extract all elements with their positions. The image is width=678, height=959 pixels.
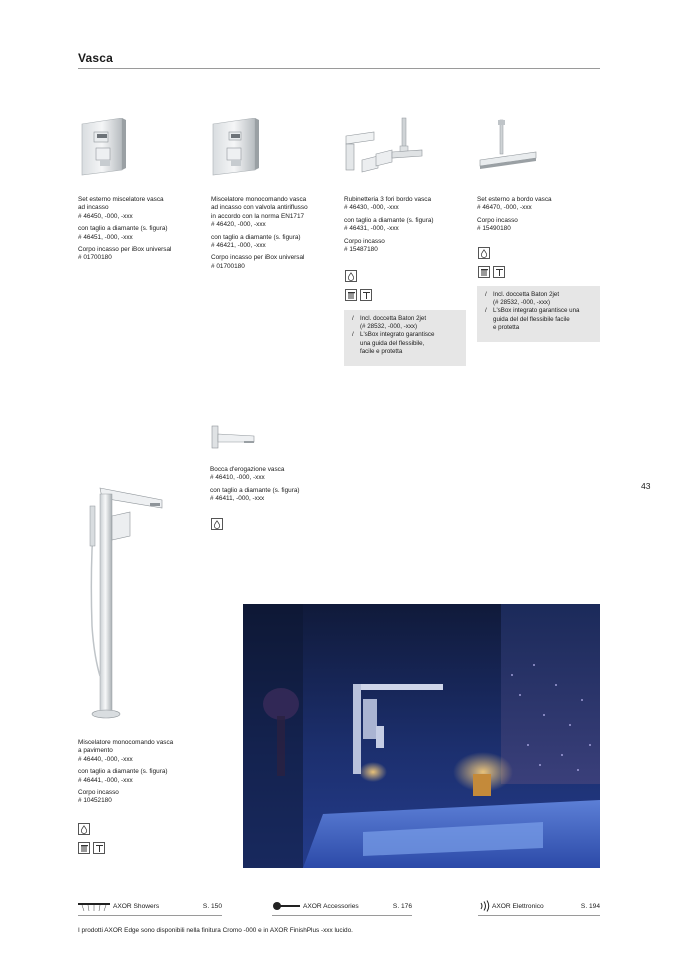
body-code: # 01700180 xyxy=(211,262,245,270)
note-text: L'sBox integrato garantisce una xyxy=(493,307,580,315)
variant-code: # 46441, -000, -xxx xyxy=(78,776,133,784)
footer-link-page: S. 176 xyxy=(392,902,412,910)
icon-row xyxy=(78,842,105,854)
bullet-slash: / xyxy=(485,307,487,315)
product-card-rim-mounted-set xyxy=(477,196,599,238)
body-label: Corpo incasso xyxy=(477,216,518,224)
note-text: guida del del flessibile facile xyxy=(493,315,570,323)
product-note xyxy=(477,286,600,342)
footer-link-showers[interactable] xyxy=(78,900,222,912)
spout-icon xyxy=(93,842,105,854)
product-name: Bocca d'erogazione vasca xyxy=(210,466,285,473)
variant-label: con taglio a diamante (s. figura) xyxy=(78,225,168,233)
footer-link-label: AXOR Showers xyxy=(113,902,160,910)
icon-row xyxy=(345,270,357,282)
page-title: Vasca xyxy=(78,51,114,65)
product-image-rim-mounted-set xyxy=(478,118,538,170)
spout-icon xyxy=(493,266,505,278)
icon-row xyxy=(78,823,90,835)
note-text: L'sBox integrato garantisce xyxy=(360,331,435,339)
product-card-freestanding-bath-mixer xyxy=(78,739,200,810)
footer-divider xyxy=(78,915,222,916)
note-text: Incl. doccetta Baton 2jet xyxy=(493,291,560,298)
product-image-concealed-mixer-antibackflow xyxy=(211,118,261,176)
spout-icon xyxy=(360,289,372,301)
product-image-bath-spout xyxy=(210,424,258,450)
product-name: ad incasso con valvola antiriflusso xyxy=(211,204,308,212)
product-image-freestanding-bath-mixer xyxy=(84,486,166,722)
variant-label: con taglio a diamante (s. figura) xyxy=(344,216,434,224)
bullet-slash: / xyxy=(352,315,354,322)
variant-label: con taglio a diamante (s. figura) xyxy=(210,486,300,494)
product-image-concealed-bath-mixer xyxy=(80,118,128,176)
thermostat-icon xyxy=(78,842,90,854)
thermostat-icon xyxy=(478,266,490,278)
footer-link-page: S. 194 xyxy=(580,902,600,910)
body-code: # 15490180 xyxy=(477,225,511,233)
water-drop-icon xyxy=(478,247,490,259)
note-text: una guida del flessibile, xyxy=(360,339,425,347)
variant-code: # 46451, -000, -xxx xyxy=(78,233,133,241)
bathroom-photo xyxy=(243,604,600,868)
footer-link-electronic[interactable] xyxy=(478,900,600,912)
body-label: Corpo incasso per iBox universal xyxy=(78,246,172,254)
variant-code: # 46421, -000, -xxx xyxy=(211,242,266,250)
product-card-3-hole-rim-mixer xyxy=(344,196,466,258)
icon-row xyxy=(478,247,490,259)
electronic-logo-icon xyxy=(478,900,490,912)
footer-link-label: AXOR Elettronico xyxy=(492,902,544,910)
product-code: # 46450, -000, -xxx xyxy=(78,212,133,220)
product-name: ad incasso xyxy=(78,204,109,212)
bullet-slash: / xyxy=(352,331,354,339)
product-code: # 46410, -000, -xxx xyxy=(210,474,265,482)
icon-row xyxy=(345,289,372,301)
icon-row xyxy=(211,518,223,530)
product-code: # 46430, -000, -xxx xyxy=(344,204,399,212)
product-name: Set esterno miscelatore vasca xyxy=(78,196,164,203)
showers-logo-icon xyxy=(78,901,110,912)
variant-code: # 46411, -000, -xxx xyxy=(210,495,265,503)
variant-label: con taglio a diamante (s. figura) xyxy=(211,233,301,241)
bullet-slash: / xyxy=(485,291,487,298)
body-label: Corpo incasso xyxy=(78,789,119,797)
thermostat-icon xyxy=(345,289,357,301)
product-name: Miscelatore monocomando vasca xyxy=(78,739,174,746)
note-text: (# 28532, -000, -xxx) xyxy=(360,323,418,331)
body-code: # 15487180 xyxy=(344,246,378,254)
product-name: Set esterno a bordo vasca xyxy=(477,196,552,203)
product-image-3-hole-rim-mixer xyxy=(344,116,424,178)
water-drop-icon xyxy=(78,823,90,835)
finish-disclaimer: I prodotti AXOR Edge sono disponibili nella finitura Cromo -000 e in AXOR FinishPlus -xxx lucido. xyxy=(78,927,353,934)
icon-row xyxy=(478,266,505,278)
product-name: a pavimento xyxy=(78,747,113,755)
body-code: # 01700180 xyxy=(78,254,112,262)
footer-link-label: AXOR Accessories xyxy=(303,902,359,910)
variant-label: con taglio a diamante (s. figura) xyxy=(78,768,168,776)
footer-link-accessories[interactable] xyxy=(272,900,412,912)
product-code: # 46440, -000, -xxx xyxy=(78,755,133,763)
note-text: e protetta xyxy=(493,323,520,331)
product-note xyxy=(344,310,466,366)
footer-divider xyxy=(478,915,600,916)
accessories-logo-icon xyxy=(272,901,300,911)
body-code: # 10452180 xyxy=(78,797,112,805)
variant-code: # 46431, -000, -xxx xyxy=(344,225,399,233)
note-text: (# 28532, -000, -xxx) xyxy=(493,299,551,307)
footer-divider xyxy=(272,915,412,916)
product-name: Rubinetteria 3 fori bordo vasca xyxy=(344,196,432,203)
page-number: 43 xyxy=(641,481,651,491)
water-drop-icon xyxy=(345,270,357,282)
product-card-bath-spout xyxy=(210,466,332,508)
product-code: # 46470, -000, -xxx xyxy=(477,204,532,212)
product-card-concealed-mixer-antibackflow xyxy=(211,196,333,275)
product-name: Miscelatore monocomando vasca xyxy=(211,196,307,203)
water-drop-icon xyxy=(211,518,223,530)
product-name: in accordo con la norma EN1717 xyxy=(211,212,305,220)
header-divider xyxy=(78,68,600,69)
note-text: facile e protetta xyxy=(360,347,403,355)
footer-link-page: S. 150 xyxy=(202,902,222,910)
product-card-concealed-bath-mixer xyxy=(78,196,200,267)
product-code: # 46420, -000, -xxx xyxy=(211,221,266,229)
body-label: Corpo incasso xyxy=(344,237,385,245)
body-label: Corpo incasso per iBox universal xyxy=(211,254,305,262)
note-text: Incl. doccetta Baton 2jet xyxy=(360,315,427,322)
